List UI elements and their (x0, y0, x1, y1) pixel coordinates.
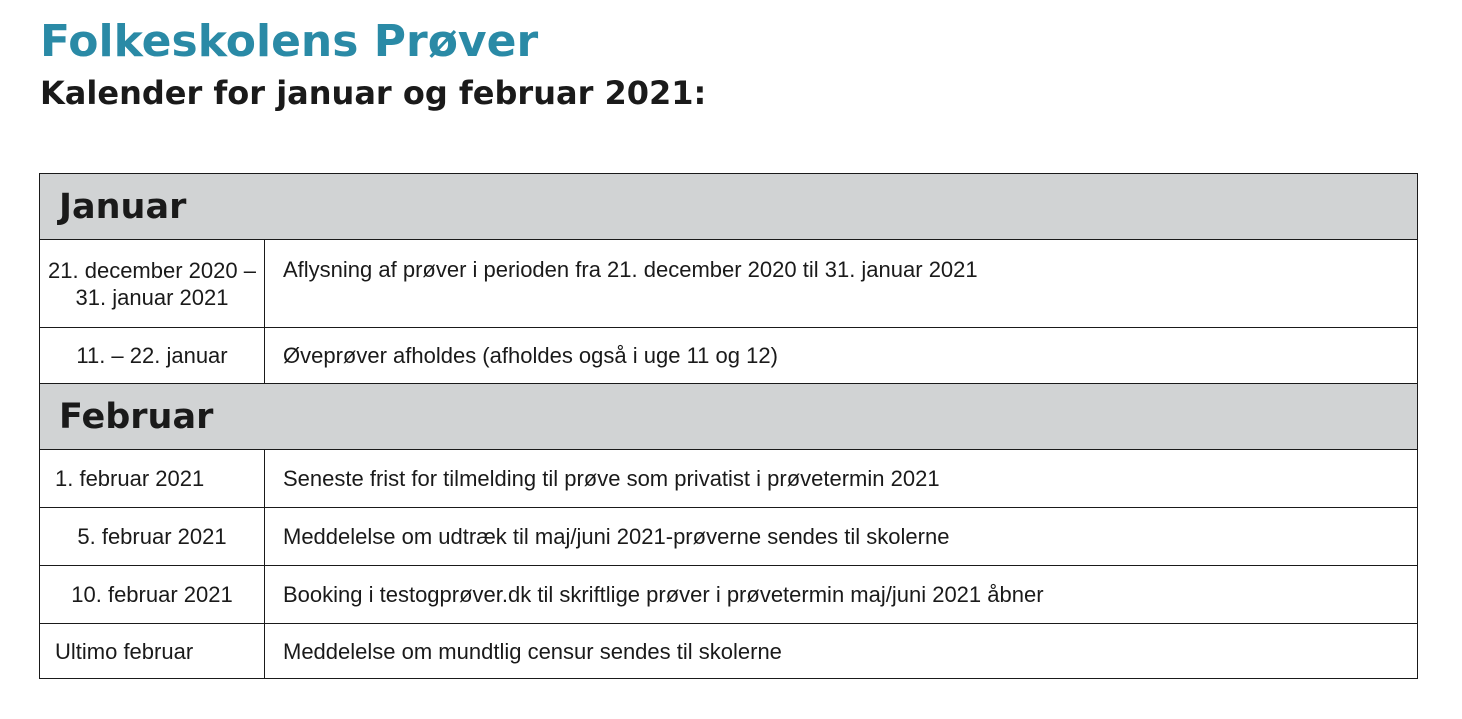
table-row (40, 450, 1418, 508)
date-cell: Ultimo februar (40, 624, 265, 679)
description-cell: Meddelelse om udtræk til maj/juni 2021-prøverne sendes til skolerne (265, 508, 1418, 566)
table-row (40, 624, 1418, 679)
date-cell: 21. december 2020 – 31. januar 2021 (40, 240, 265, 328)
date-cell: 5. februar 2021 (40, 508, 265, 566)
date-cell: 1. februar 2021 (40, 450, 265, 508)
month-header-februar: Februar (40, 384, 1418, 450)
description-cell: Meddelelse om mundtlig censur sendes til skolerne (265, 624, 1418, 679)
page-subtitle: Kalender for januar og februar 2021: (40, 74, 707, 112)
month-header-row (40, 384, 1418, 450)
description-cell: Seneste frist for tilmelding til prøve som privatist i prøvetermin 2021 (265, 450, 1418, 508)
date-cell: 11. – 22. januar (40, 328, 265, 384)
table-row (40, 328, 1418, 384)
table-row (40, 508, 1418, 566)
description-cell: Booking i testogprøver.dk til skriftlige prøver i prøvetermin maj/juni 2021 åbner (265, 566, 1418, 624)
month-header-row (40, 174, 1418, 240)
table-row (40, 566, 1418, 624)
description-cell: Øveprøver afholdes (afholdes også i uge 11 og 12) (265, 328, 1418, 384)
page-title: Folkeskolens Prøver (40, 16, 539, 67)
date-cell: 10. februar 2021 (40, 566, 265, 624)
table-row (40, 240, 1418, 328)
description-cell: Aflysning af prøver i perioden fra 21. december 2020 til 31. januar 2021 (265, 240, 1418, 328)
month-header-januar: Januar (40, 174, 1418, 240)
calendar-table (39, 173, 1418, 679)
